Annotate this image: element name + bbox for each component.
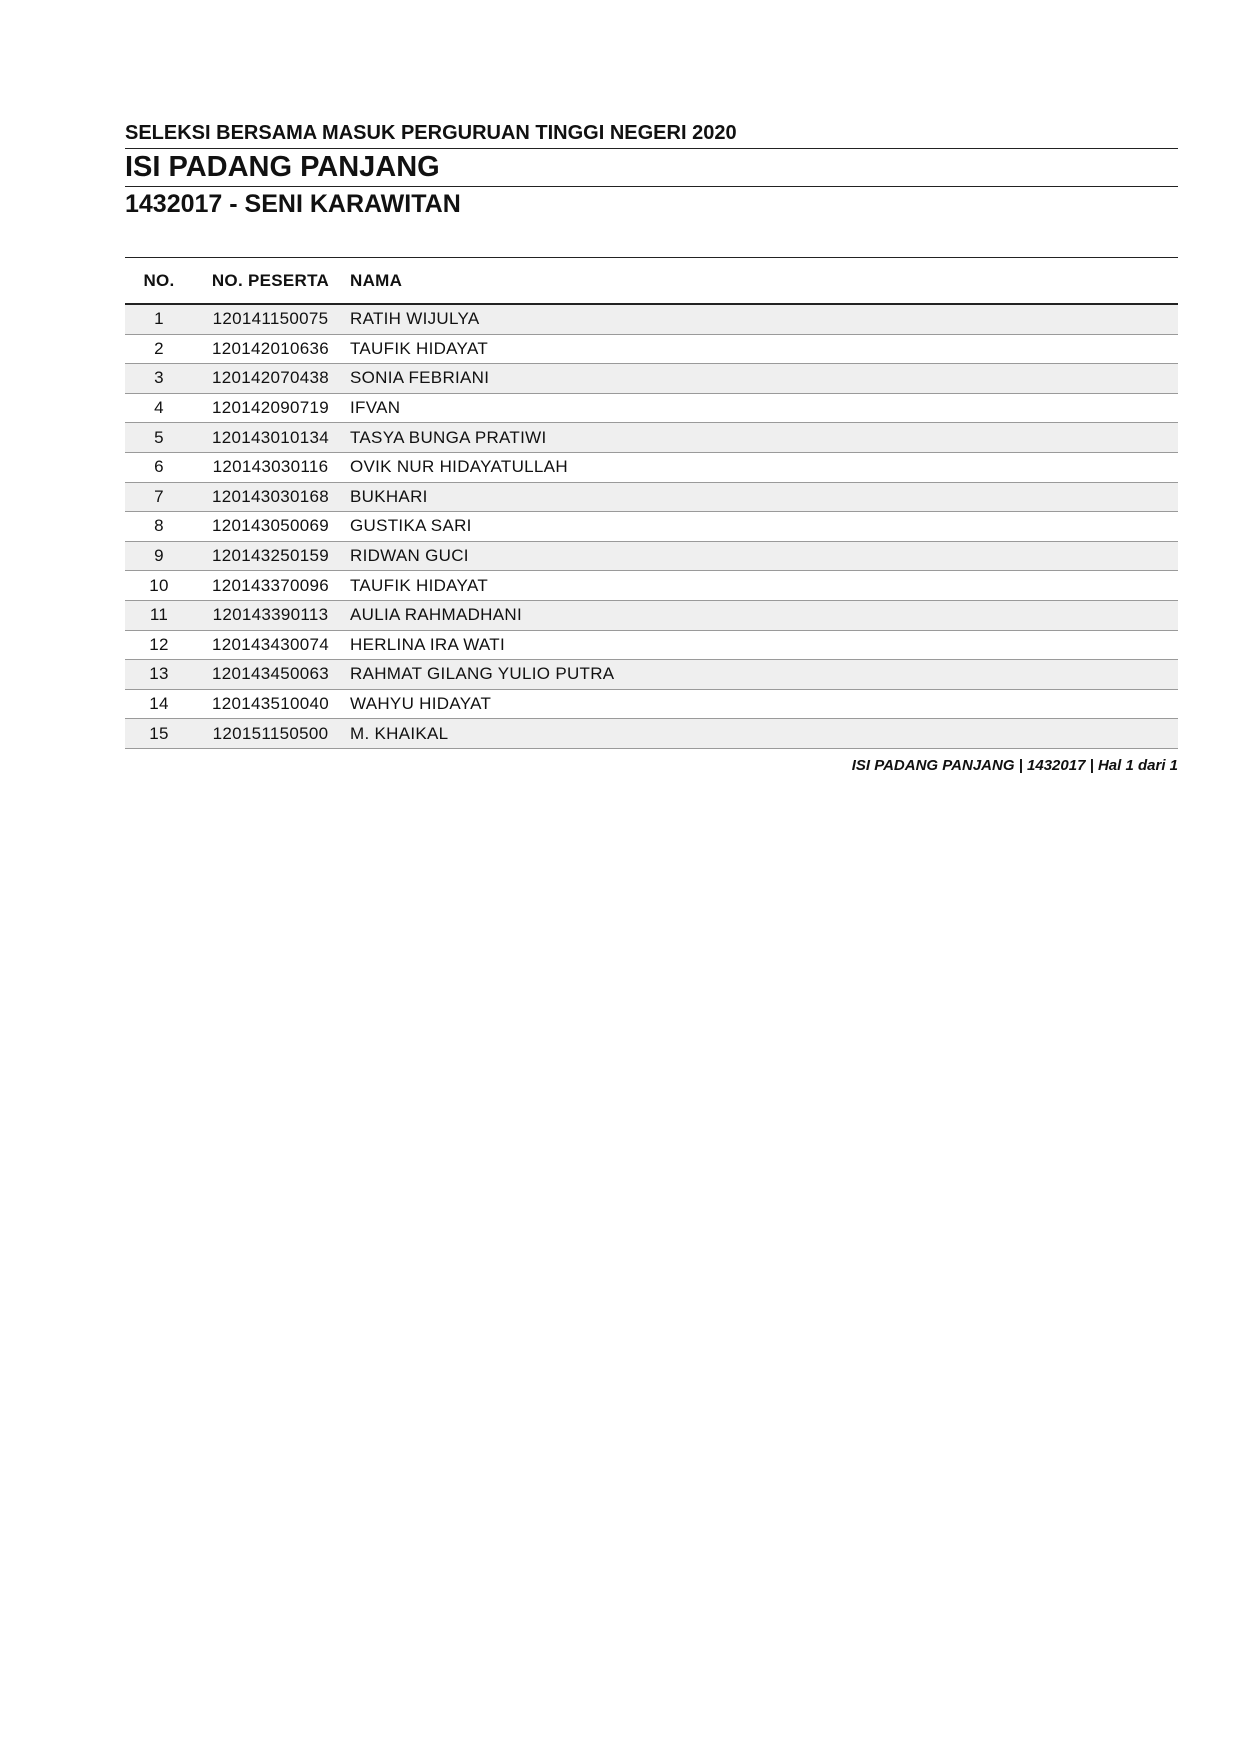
cell-peserta: 120142070438 [193,364,348,394]
table-row [125,512,1178,542]
cell-peserta: 120143030168 [193,482,348,512]
cell-nama: RAHMAT GILANG YULIO PUTRA [348,660,1178,690]
table-row [125,719,1178,749]
table-row [125,689,1178,719]
cell-nama: OVIK NUR HIDAYATULLAH [348,452,1178,482]
table-row [125,423,1178,453]
table-row [125,304,1178,334]
cell-nama: BUKHARI [348,482,1178,512]
cell-no: 1 [125,304,193,334]
cell-peserta: 120143370096 [193,571,348,601]
cell-peserta: 120141150075 [193,304,348,334]
table-header-row [125,258,1178,305]
cell-no: 3 [125,364,193,394]
cell-peserta: 120151150500 [193,719,348,749]
column-header-peserta: NO. PESERTA [193,258,348,305]
cell-peserta: 120142010636 [193,334,348,364]
cell-no: 9 [125,541,193,571]
cell-peserta: 120143050069 [193,512,348,542]
cell-peserta: 120143390113 [193,600,348,630]
table-row [125,541,1178,571]
cell-no: 8 [125,512,193,542]
table-body [125,304,1178,748]
cell-no: 6 [125,452,193,482]
cell-peserta: 120143030116 [193,452,348,482]
column-header-no: NO. [125,258,193,305]
table-row [125,334,1178,364]
cell-nama: HERLINA IRA WATI [348,630,1178,660]
cell-no: 11 [125,600,193,630]
cell-nama: TAUFIK HIDAYAT [348,571,1178,601]
table-row [125,600,1178,630]
cell-no: 13 [125,660,193,690]
cell-nama: RATIH WIJULYA [348,304,1178,334]
study-program-title: 1432017 - SENI KARAWITAN [125,190,461,218]
cell-no: 14 [125,689,193,719]
table-row [125,630,1178,660]
table-row [125,571,1178,601]
cell-nama: WAHYU HIDAYAT [348,689,1178,719]
cell-no: 2 [125,334,193,364]
table-row [125,482,1178,512]
cell-nama: TASYA BUNGA PRATIWI [348,423,1178,453]
cell-no: 4 [125,393,193,423]
table-row [125,364,1178,394]
participants-table [125,257,1178,749]
cell-no: 12 [125,630,193,660]
institution-title: ISI PADANG PANJANG [125,149,1178,187]
cell-no: 15 [125,719,193,749]
cell-nama: IFVAN [348,393,1178,423]
document-page [125,120,1178,774]
cell-nama: M. KHAIKAL [348,719,1178,749]
cell-peserta: 120143450063 [193,660,348,690]
cell-peserta: 120143010134 [193,423,348,453]
cell-no: 5 [125,423,193,453]
cell-peserta: 120142090719 [193,393,348,423]
program-title: SELEKSI BERSAMA MASUK PERGURUAN TINGGI NEGERI 2020 [125,120,1178,149]
column-header-nama: NAMA [348,258,1178,305]
table-row [125,393,1178,423]
cell-nama: GUSTIKA SARI [348,512,1178,542]
page-footer: ISI PADANG PANJANG | 1432017 | Hal 1 dari 1 [851,756,1178,774]
cell-nama: SONIA FEBRIANI [348,364,1178,394]
cell-peserta: 120143430074 [193,630,348,660]
cell-nama: TAUFIK HIDAYAT [348,334,1178,364]
cell-nama: AULIA RAHMADHANI [348,600,1178,630]
table-row [125,660,1178,690]
cell-no: 10 [125,571,193,601]
cell-peserta: 120143510040 [193,689,348,719]
cell-nama: RIDWAN GUCI [348,541,1178,571]
table-row [125,452,1178,482]
cell-no: 7 [125,482,193,512]
cell-peserta: 120143250159 [193,541,348,571]
